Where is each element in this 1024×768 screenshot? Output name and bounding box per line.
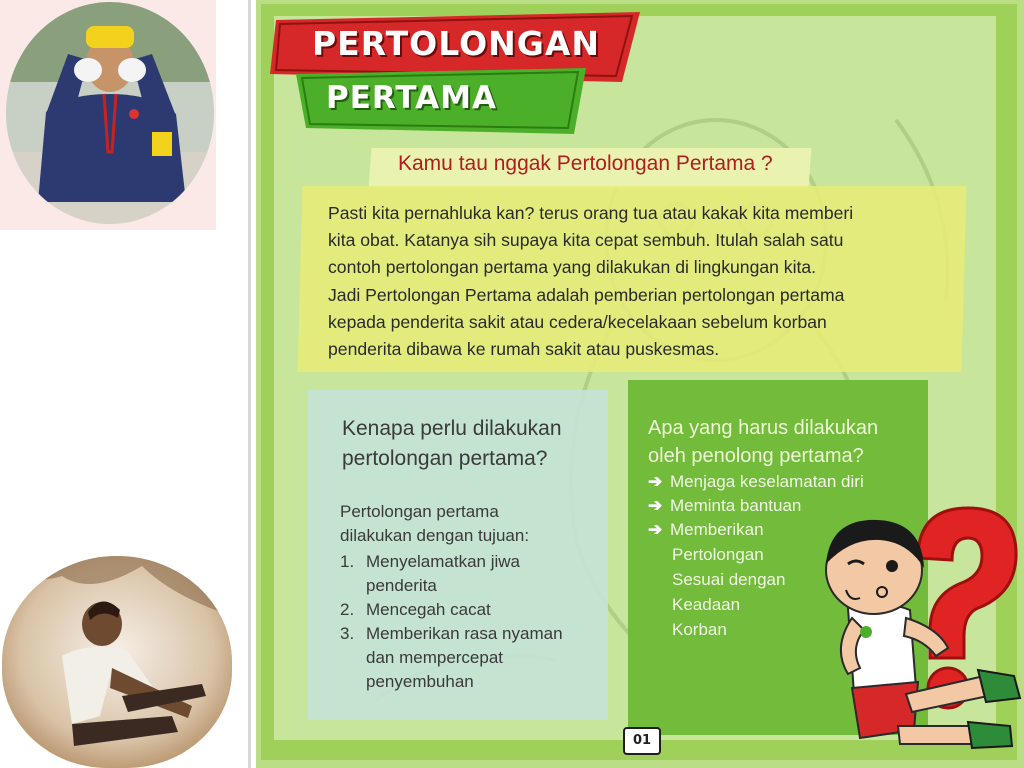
intro-line: kepada penderita sakit atau cedera/kecelakaan sebelum korban <box>328 311 827 332</box>
column-divider <box>248 0 251 768</box>
intro-line: contoh pertolongan pertama yang dilakukan di lingkungan kita. <box>328 257 817 278</box>
volunteer-illustration <box>6 2 214 224</box>
question-heading: Kamu tau nggak Pertolongan Pertama ? <box>398 152 773 175</box>
list-number: 3. <box>340 624 355 643</box>
arrow-right-icon: ➔ <box>648 496 663 515</box>
intro-line: Jadi Pertolongan Pertama adalah pemberian pertolongan pertama <box>328 284 845 305</box>
list-item <box>648 470 938 494</box>
intro-paragraph <box>328 200 948 363</box>
intro-line: Pasti kita pernahluka kan? terus orang tua atau kakak kita memberi <box>328 203 854 223</box>
list-item-line: penyembuhan <box>366 672 474 691</box>
why-heading <box>342 414 602 474</box>
list-item-label: Memberikan <box>670 520 764 539</box>
list-number: 2. <box>340 600 355 619</box>
why-list <box>340 550 600 694</box>
list-number: 1. <box>340 552 355 571</box>
list-item-label: Meminta bantuan <box>670 496 802 515</box>
title-line-2: PERTAMA <box>326 80 497 116</box>
list-item-line: dan mempercepat <box>366 648 504 667</box>
why-intro-line: dilakukan dengan tujuan: <box>340 526 530 545</box>
list-item-line: Mencegah cacat <box>366 600 491 619</box>
what-heading-line: Apa yang harus dilakukan <box>648 417 879 439</box>
cartoon-child-question-mark <box>788 498 1024 768</box>
left-panel <box>0 0 248 768</box>
photo-first-aid-volunteer <box>6 2 214 224</box>
list-item-line: Korban <box>672 620 727 639</box>
intro-line: kita obat. Katanya sih supaya kita cepat sembuh. Itulah salah satu <box>328 230 844 251</box>
title-line-1: PERTOLONGAN <box>312 24 600 63</box>
list-item <box>340 598 600 622</box>
list-item <box>340 550 600 598</box>
list-item-label: Menjaga keselamatan diri <box>670 472 864 491</box>
list-item <box>340 622 600 694</box>
why-heading-line: Kenapa perlu dilakukan <box>342 417 562 440</box>
intro-line: penderita dibawa ke rumah sakit atau puskesmas. <box>328 339 720 360</box>
photo-sitting-boy <box>2 556 232 768</box>
why-intro <box>340 500 600 548</box>
arrow-right-icon: ➔ <box>648 472 663 491</box>
list-item-line: penderita <box>366 576 437 595</box>
sitting-boy-illustration <box>2 556 232 768</box>
list-item-line: Menyelamatkan jiwa <box>366 552 521 571</box>
list-item-line: Pertolongan <box>672 545 764 564</box>
what-heading <box>648 414 938 470</box>
what-heading-line: oleh penolong pertama? <box>648 445 864 467</box>
list-item-line: Keadaan <box>672 595 741 614</box>
why-heading-line: pertolongan pertama? <box>342 447 548 470</box>
why-intro-line: Pertolongan pertama <box>340 502 499 521</box>
arrow-right-icon: ➔ <box>648 520 663 539</box>
page-number: 01 <box>623 727 661 755</box>
list-item-line: Sesuai dengan <box>672 570 786 589</box>
booklet-page <box>256 0 1024 768</box>
list-item-line: Memberikan rasa nyaman <box>366 624 563 643</box>
